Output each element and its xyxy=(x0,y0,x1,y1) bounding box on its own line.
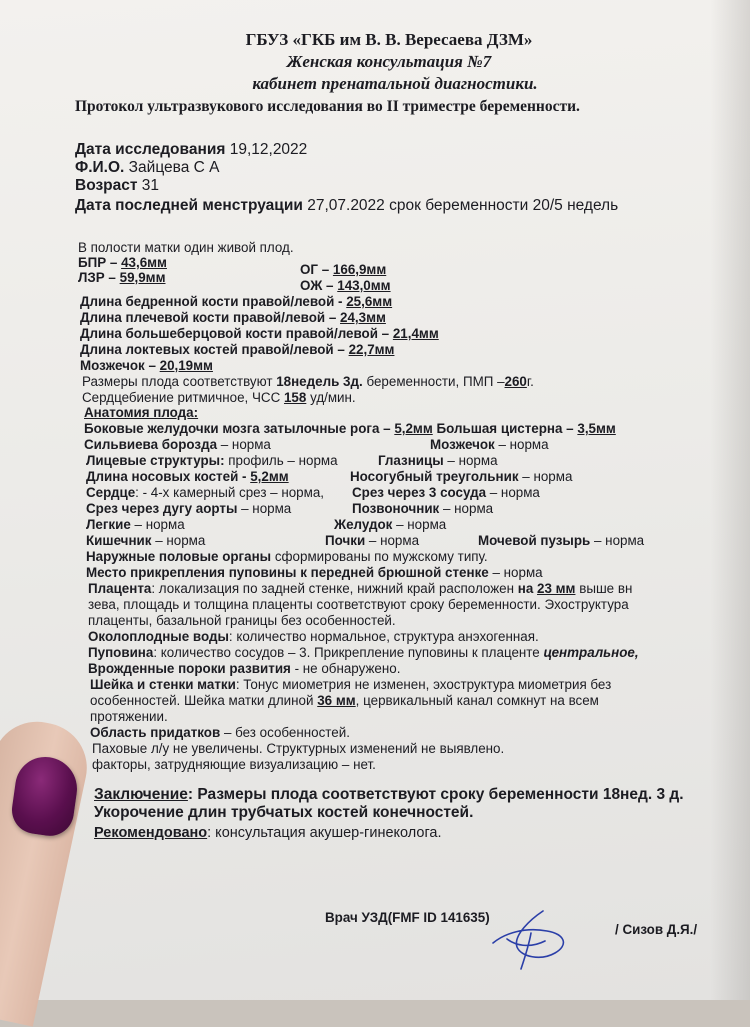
cervix-l2-post: , цервикальный канал сомкнут на всем xyxy=(355,693,599,708)
nasal-label: Длина носовых костей - xyxy=(86,469,247,484)
cervix-l2-pre: особенностей. Шейка матки длиной xyxy=(90,693,314,708)
bpr-value: 43,6мм xyxy=(121,255,167,270)
genitals-row xyxy=(86,549,488,565)
exam-date: 19,12,2022 xyxy=(229,141,308,158)
page-shadow xyxy=(710,0,750,1000)
bladder-row xyxy=(478,533,644,549)
placenta-l1-na: на xyxy=(517,581,534,596)
cervix-line-3: протяжении. xyxy=(90,709,168,724)
age-row xyxy=(75,178,159,194)
defects-row xyxy=(88,661,400,677)
recommend-label: Рекомендовано xyxy=(94,825,208,841)
spine-row xyxy=(352,501,493,517)
nasal-value: 5,2мм xyxy=(250,469,289,484)
humerus-value: 24,3мм xyxy=(340,310,386,325)
vessels-label: Срез через 3 сосуда xyxy=(352,485,487,500)
name-row xyxy=(75,160,219,176)
cervix-l1: : Тонус миометрия не изменен, эхоструктура миометрия без xyxy=(235,677,612,692)
org-name: ГБУЗ «ГКБ им В. В. Вересаева ДЗМ» xyxy=(245,30,533,49)
lymph-nodes: Паховые л/у не увеличены. Структурных изменений не выявлено. xyxy=(92,741,505,756)
conclusion-label: Заключение xyxy=(94,786,188,803)
lzr-row xyxy=(78,270,166,286)
cord-text: : количество сосудов – 3. Прикрепление пуповины к плаценте xyxy=(153,645,540,660)
visualization-factors: факторы, затрудняющие визуализацию – нет. xyxy=(92,757,376,772)
humerus-label: Длина плечевой кости правой/левой – xyxy=(80,310,337,325)
bpr-row xyxy=(78,255,167,271)
spine-value: – норма xyxy=(442,501,494,516)
femur-label: Длина бедренной кости правой/левой - xyxy=(80,294,343,309)
lungs-row xyxy=(86,517,185,533)
cord-attach: центральное, xyxy=(543,645,639,660)
placenta-line-3: плаценты, базальной границы без особенностей. xyxy=(88,613,396,628)
orbits-value: – норма xyxy=(447,453,498,468)
cerebellum-value: 20,19мм xyxy=(159,358,213,373)
adnexa-text: – без особенностей. xyxy=(223,725,350,740)
lmp-label: Дата последней менструации xyxy=(75,197,303,214)
cord-label: Пуповина xyxy=(88,645,154,660)
signature-scribble xyxy=(485,905,575,975)
sylvian-value: – норма xyxy=(220,437,271,452)
conclusion-line-1 xyxy=(94,787,684,803)
size-weeks: 18недель 3д. xyxy=(276,374,363,389)
bowel-row xyxy=(86,533,205,549)
stomach-value: – норма xyxy=(396,517,447,532)
og-value: 166,9мм xyxy=(332,262,387,277)
lzr-label: ЛЗР – xyxy=(78,270,116,285)
placenta-l1-post: выше вн xyxy=(579,581,633,596)
size-pre: Размеры плода соответствуют xyxy=(82,374,273,389)
og-label: ОГ – xyxy=(300,262,330,277)
term-label: срок беременности xyxy=(389,197,529,214)
nasolabial-row xyxy=(350,469,572,485)
genitals-value: сформированы по мужскому типу. xyxy=(274,549,488,564)
lungs-label: Легкие xyxy=(86,517,131,532)
cervix-length: 36 мм xyxy=(317,693,356,708)
heart-label: Сердце xyxy=(86,485,136,500)
clinic-name: Женская консультация №7 xyxy=(286,52,492,71)
cervix-line-1 xyxy=(90,677,611,693)
cord-insert-value: – норма xyxy=(492,565,543,580)
stomach-label: Желудок xyxy=(334,517,393,532)
cereb-row xyxy=(430,437,549,453)
doctor-name: / Сизов Д.Я./ xyxy=(615,922,698,937)
ventricles-label: Боковые желудочки мозга затылочные рога – xyxy=(84,421,391,436)
ventricles-row xyxy=(84,421,616,437)
exam-date-row xyxy=(75,142,307,158)
orbits-label: Глазницы xyxy=(378,453,444,468)
arch-row xyxy=(86,501,291,517)
femur-value: 25,6мм xyxy=(346,294,393,309)
heart-rate-unit: уд/мин. xyxy=(310,390,356,405)
placenta-line-1 xyxy=(88,581,632,597)
nasal-row xyxy=(86,469,289,485)
biometry-intro: В полости матки один живой плод. xyxy=(78,240,294,255)
ulna-label: Длина локтевых костей правой/левой – xyxy=(80,342,345,357)
pmp-value: 260 xyxy=(504,374,527,389)
spine-label: Позвоночник xyxy=(352,501,440,516)
heart-pre: Сердцебиение ритмичное, ЧСС xyxy=(82,390,281,405)
bladder-label: Мочевой пузырь xyxy=(478,533,591,548)
ozh-value: 143,0мм xyxy=(337,278,391,293)
cord-insert-row xyxy=(86,565,543,581)
cerebellum-label: Мозжечок – xyxy=(80,358,156,373)
heart-row xyxy=(86,485,324,501)
kidneys-row xyxy=(325,533,419,549)
kidneys-value: – норма xyxy=(368,533,420,548)
tibia-label: Длина большеберцовой кости правой/левой – xyxy=(80,326,390,341)
bladder-value: – норма xyxy=(594,533,645,548)
ozh-label: ОЖ – xyxy=(300,278,334,293)
cervix-line-2 xyxy=(90,693,599,709)
ventricles-value: 5,2мм xyxy=(394,421,433,436)
bowel-value: – норма xyxy=(155,533,206,548)
lmp-row xyxy=(75,198,618,214)
conclusion-line-2: Укорочение длин трубчатых костей конечностей. xyxy=(94,804,474,821)
tibia-value: 21,4мм xyxy=(392,326,439,341)
femur-row xyxy=(80,294,392,310)
cord-insert-label: Место прикрепления пуповины к передней брюшной стенке xyxy=(86,565,489,580)
ulna-row xyxy=(80,342,394,358)
defects-label: Врожденные пороки развития xyxy=(88,661,291,676)
stomach-row xyxy=(334,517,446,533)
sylvian-label: Сильвиева борозда xyxy=(84,437,218,452)
ozh-row xyxy=(300,278,391,294)
name-label: Ф.И.О. xyxy=(75,159,125,176)
conclusion-l1: : Размеры плода соответствуют сроку беременности 18нед. 3 д. xyxy=(187,786,684,803)
heart-rate-row xyxy=(82,390,356,406)
protocol-title: Протокол ультразвукового исследования во II триместре беременности. xyxy=(75,98,580,115)
kidneys-label: Почки xyxy=(325,533,366,548)
defects-text: - не обнаружено. xyxy=(294,661,401,676)
cereb-label: Мозжечок xyxy=(430,437,495,452)
lmp-date: 27,07.2022 xyxy=(307,197,385,214)
fluid-label: Околоплодные воды xyxy=(88,629,229,644)
size-row xyxy=(82,374,534,390)
recommend-text: : консультация акушер-гинеколога. xyxy=(207,825,442,841)
placenta-line-2: зева, площадь и толщина плаценты соответствуют сроку беременности. Эхоструктура xyxy=(88,597,629,612)
heart-value: : - 4-х камерный срез – норма, xyxy=(135,485,325,500)
cereb-value: – норма xyxy=(498,437,549,452)
placenta-label: Плацента xyxy=(88,581,152,596)
arch-value: – норма xyxy=(241,501,292,516)
fluid-text: : количество нормальное, структура анэхогенная. xyxy=(228,629,539,644)
vessels-value: – норма xyxy=(489,485,540,500)
size-mid: беременности, ПМП – xyxy=(366,374,505,389)
heart-rate-value: 158 xyxy=(283,390,307,405)
nasolabial-label: Носогубный треугольник xyxy=(350,469,519,484)
lzr-value: 59,9мм xyxy=(119,270,166,285)
adnexa-row xyxy=(90,725,350,741)
patient-name: Зайцева С А xyxy=(128,159,220,176)
vessels-row xyxy=(352,485,540,501)
pmp-unit: г. xyxy=(526,374,534,389)
placenta-l1-pre: : локализация по задней стенке, нижний край расположен xyxy=(151,581,515,596)
office-name: кабинет пренатальной диагностики. xyxy=(252,74,538,93)
cistern-value: 3,5мм xyxy=(577,421,616,436)
lungs-value: – норма xyxy=(134,517,185,532)
recommend-row xyxy=(94,825,442,841)
face-value: профиль – норма xyxy=(228,453,338,468)
cord-row xyxy=(88,645,639,661)
face-row xyxy=(86,453,338,469)
cervix-label: Шейка и стенки матки xyxy=(90,677,236,692)
arch-label: Срез через дугу аорты xyxy=(86,501,238,516)
bowel-label: Кишечник xyxy=(86,533,152,548)
doctor-label: Врач УЗД(FMF ID 141635) xyxy=(325,910,490,925)
nasolabial-value: – норма xyxy=(522,469,573,484)
sylvian-row xyxy=(84,437,271,453)
cistern-label: Большая цистерна – xyxy=(436,421,574,436)
age-label: Возраст xyxy=(75,177,138,194)
exam-date-label: Дата исследования xyxy=(75,141,226,158)
fluid-row xyxy=(88,629,539,645)
humerus-row xyxy=(80,310,386,326)
orbits-row xyxy=(378,453,498,469)
adnexa-label: Область придатков xyxy=(90,725,221,740)
term-value: 20/5 недель xyxy=(532,197,619,214)
anatomy-title: Анатомия плода: xyxy=(84,405,199,420)
og-row xyxy=(300,262,386,278)
tibia-row xyxy=(80,326,439,342)
placenta-distance: 23 мм xyxy=(537,581,576,596)
patient-age: 31 xyxy=(141,177,160,194)
ulna-value: 22,7мм xyxy=(348,342,395,357)
bpr-label: БПР – xyxy=(78,255,118,270)
genitals-label: Наружные половые органы xyxy=(86,549,272,564)
cerebellum-row xyxy=(80,358,213,374)
face-label: Лицевые структуры: xyxy=(86,453,225,468)
